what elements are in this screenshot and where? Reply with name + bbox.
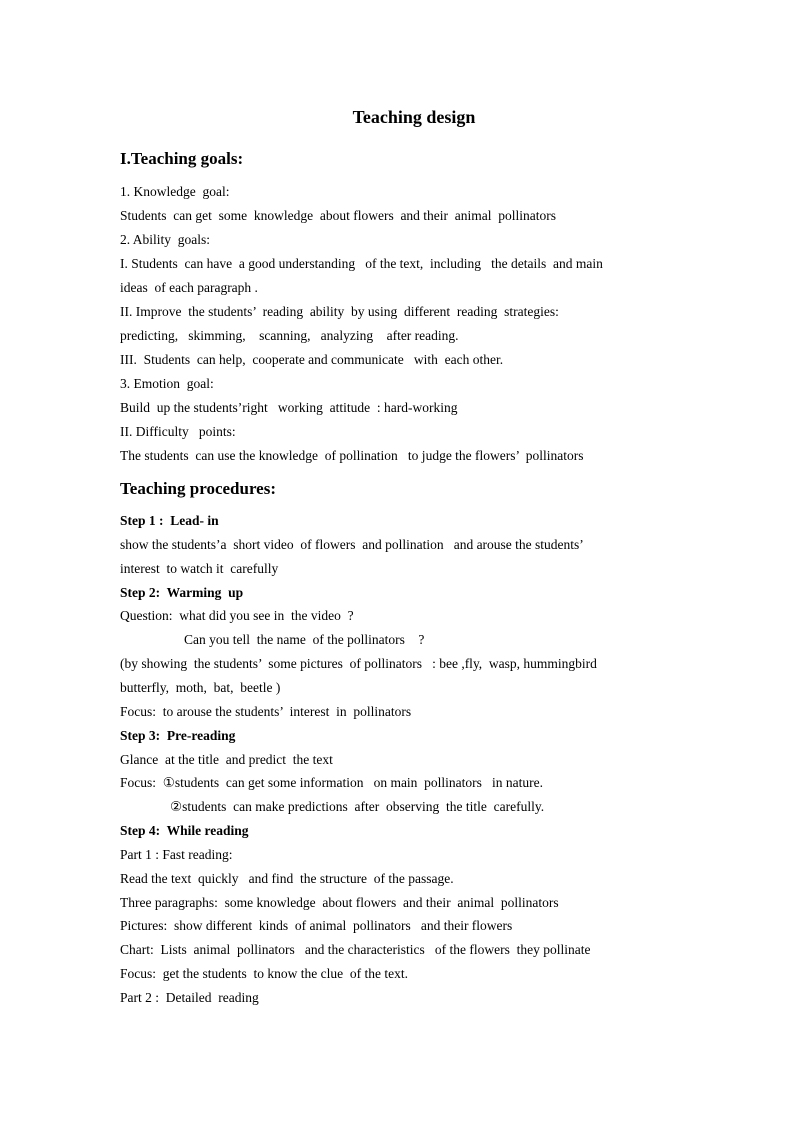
goal-line: III. Students can help, cooperate and communicate with each other. (120, 352, 504, 367)
goal-line: The students can use the knowledge of pollination to judge the flowers’ pollinators (120, 448, 584, 463)
procedure-line: butterfly, moth, bat, beetle ) (120, 679, 281, 695)
goals-heading: I.Teaching goals: (120, 149, 244, 168)
procedure-line: Part 1 : Fast reading: (120, 846, 233, 862)
goal-line: II. Difficulty points: (120, 424, 236, 439)
procedure-line: Read the text quickly and find the structure of the passage. (120, 870, 454, 886)
procedure-line: Can you tell the name of the pollinators ? (184, 632, 425, 648)
goal-line: 1. Knowledge goal: (120, 184, 230, 199)
step-heading: Step 1 : Lead- in (120, 513, 219, 528)
goal-line: 3. Emotion goal: (120, 376, 214, 391)
goal-line: Build up the students’right working attitude : hard-working (120, 400, 458, 415)
step-heading: Step 2: Warming up (120, 584, 244, 600)
goal-line: ideas of each paragraph . (120, 280, 258, 295)
procedure-line: Part 2 : Detailed reading (120, 990, 259, 1005)
goal-line: 2. Ability goals: (120, 232, 211, 247)
goal-line: II. Improve the students’ reading ability by using different reading strategies: (120, 304, 559, 319)
goal-line: Students can get some knowledge about flowers and their animal pollinators (120, 208, 557, 223)
step-heading: Step 4: While reading (120, 823, 249, 839)
procedure-line: Chart: Lists animal pollinators and the characteristics of the flowers they pollinate (120, 942, 591, 958)
procedure-line: Focus: get the students to know the clue of the text. (120, 966, 408, 982)
procedure-line: Glance at the title and predict the text (120, 751, 333, 767)
procedure-line: Question: what did you see in the video ? (120, 608, 354, 624)
procedure-line: interest to watch it carefully (120, 560, 279, 576)
procedure-line: Three paragraphs: some knowledge about flowers and their animal pollinators (120, 894, 559, 910)
step-heading: Step 3: Pre-reading (120, 727, 236, 743)
page-title: Teaching design (352, 107, 476, 127)
procedure-line: Pictures: show different kinds of animal pollinators and their flowers (120, 918, 513, 934)
goal-line: I. Students can have a good understanding of the text, including the details and main (120, 256, 603, 271)
goal-line: predicting, skimming, scanning, analyzing after reading. (120, 328, 459, 343)
procedure-line: Focus: to arouse the students’ interest in pollinators (120, 703, 412, 719)
procedure-line: ②students can make predictions after observing the title carefully. (170, 799, 545, 815)
procedure-line: show the students’a short video of flowers and pollination and arouse the students’ (120, 536, 584, 552)
procedure-line: Focus: ①students can get some information on main pollinators in nature. (120, 775, 544, 791)
procedures-heading: Teaching procedures: (120, 479, 277, 498)
procedure-line: (by showing the students’ some pictures of pollinators : bee ,fly, wasp, hummingbird (120, 656, 597, 672)
